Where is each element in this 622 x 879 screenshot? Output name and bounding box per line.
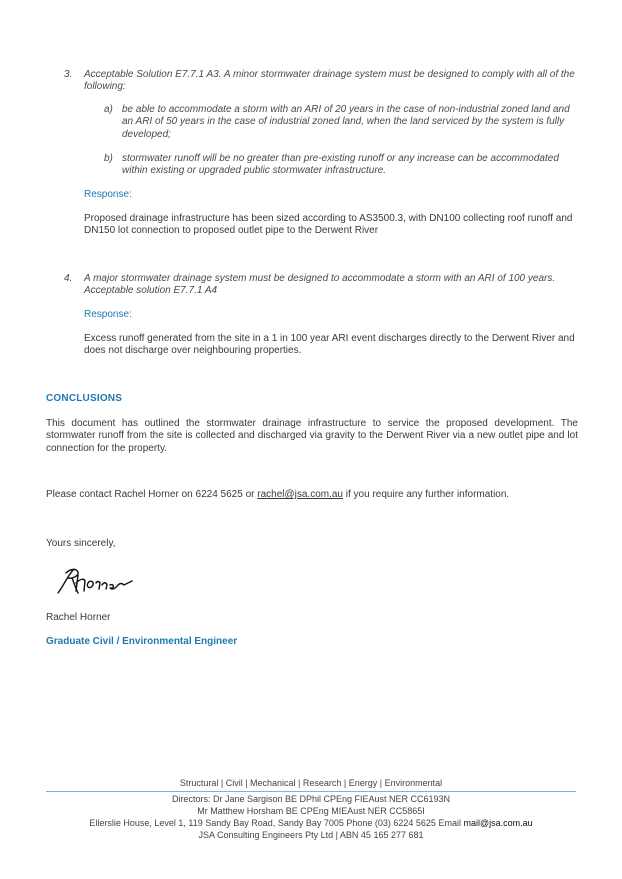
footer-email[interactable]: mail@jsa.com.au [463,818,533,828]
signatory-title: Graduate Civil / Environmental Engineer [46,636,238,647]
item-3-text: Acceptable Solution E7.7.1 A3. A minor stormwater drainage system must be designed to comply with all of the following: [84,69,575,93]
item-4-text: A major stormwater drainage system must be designed to accommodate a storm with an ARI of 100 years. Acceptable solution E7.7.1 A4 [84,273,556,297]
signature-graphic [54,563,146,597]
item-4-response-text: Excess runoff generated from the site in a 1 in 100 year ARI event discharges directly to the Derwent River and does not discharge over neighbouring properties. [84,333,575,357]
footer-address-text: Ellerslie House, Level 1, 119 Sandy Bay Road, Sandy Bay 7005 Phone (03) 6224 5625 Email [89,818,464,828]
item-3-response-label: Response: [84,189,132,200]
signatory-name: Rachel Horner [46,612,111,623]
item-3b-text: stormwater runoff will be no greater than pre-existing runoff or any increase can be accommodated within existing or upgraded public stormwater infrastructure. [122,153,559,177]
item-3a-text: be able to accommodate a storm with an ARI of 20 years in the case of non-industrial zoned land and an ARI of 50 years in the case of industrial zoned land, when the land serviced by the system is fully developed; [122,104,570,140]
contact-line [46,489,509,501]
item-4-response-label: Response: [84,309,132,320]
item-4-number: 4. [64,273,73,284]
footer-directors-2: Mr Matthew Horsham BE CPEng MIEAust NER CC5865I [197,806,425,816]
footer-address [46,818,576,830]
signature [54,563,146,597]
closing-salutation: Yours sincerely, [46,538,116,549]
contact-text-before: Please contact Rachel Horner on 6224 5625 or [46,489,258,500]
item-3-response-text: Proposed drainage infrastructure has been sized according to AS3500.3, with DN100 collecting roof runoff and DN150 lot connection to proposed outlet pipe to the Derwent River [84,213,573,237]
contact-text-after: if you require any further information. [343,489,510,500]
item-3b-label: b) [104,153,113,164]
footer-company: JSA Consulting Engineers Pty Ltd | ABN 45 165 277 681 [198,830,424,840]
conclusions-text: This document has outlined the stormwater drainage infrastructure to service the proposed development. The stormwater runoff from the site is collected and discharged via gravity to the Derwent River via a new outlet pipe and lot connection for the property. [46,418,578,454]
item-3a-label: a) [104,104,113,115]
contact-email-link[interactable]: rachel@jsa.com.au [257,489,343,500]
footer-divider [46,791,576,792]
conclusions-heading: CONCLUSIONS [46,393,123,404]
footer-services: Structural | Civil | Mechanical | Research | Energy | Environmental [179,778,443,788]
footer-directors-1: Directors: Dr Jane Sargison BE DPhil CPEng FIEAust NER CC6193N [171,794,451,804]
item-3-number: 3. [64,69,73,80]
